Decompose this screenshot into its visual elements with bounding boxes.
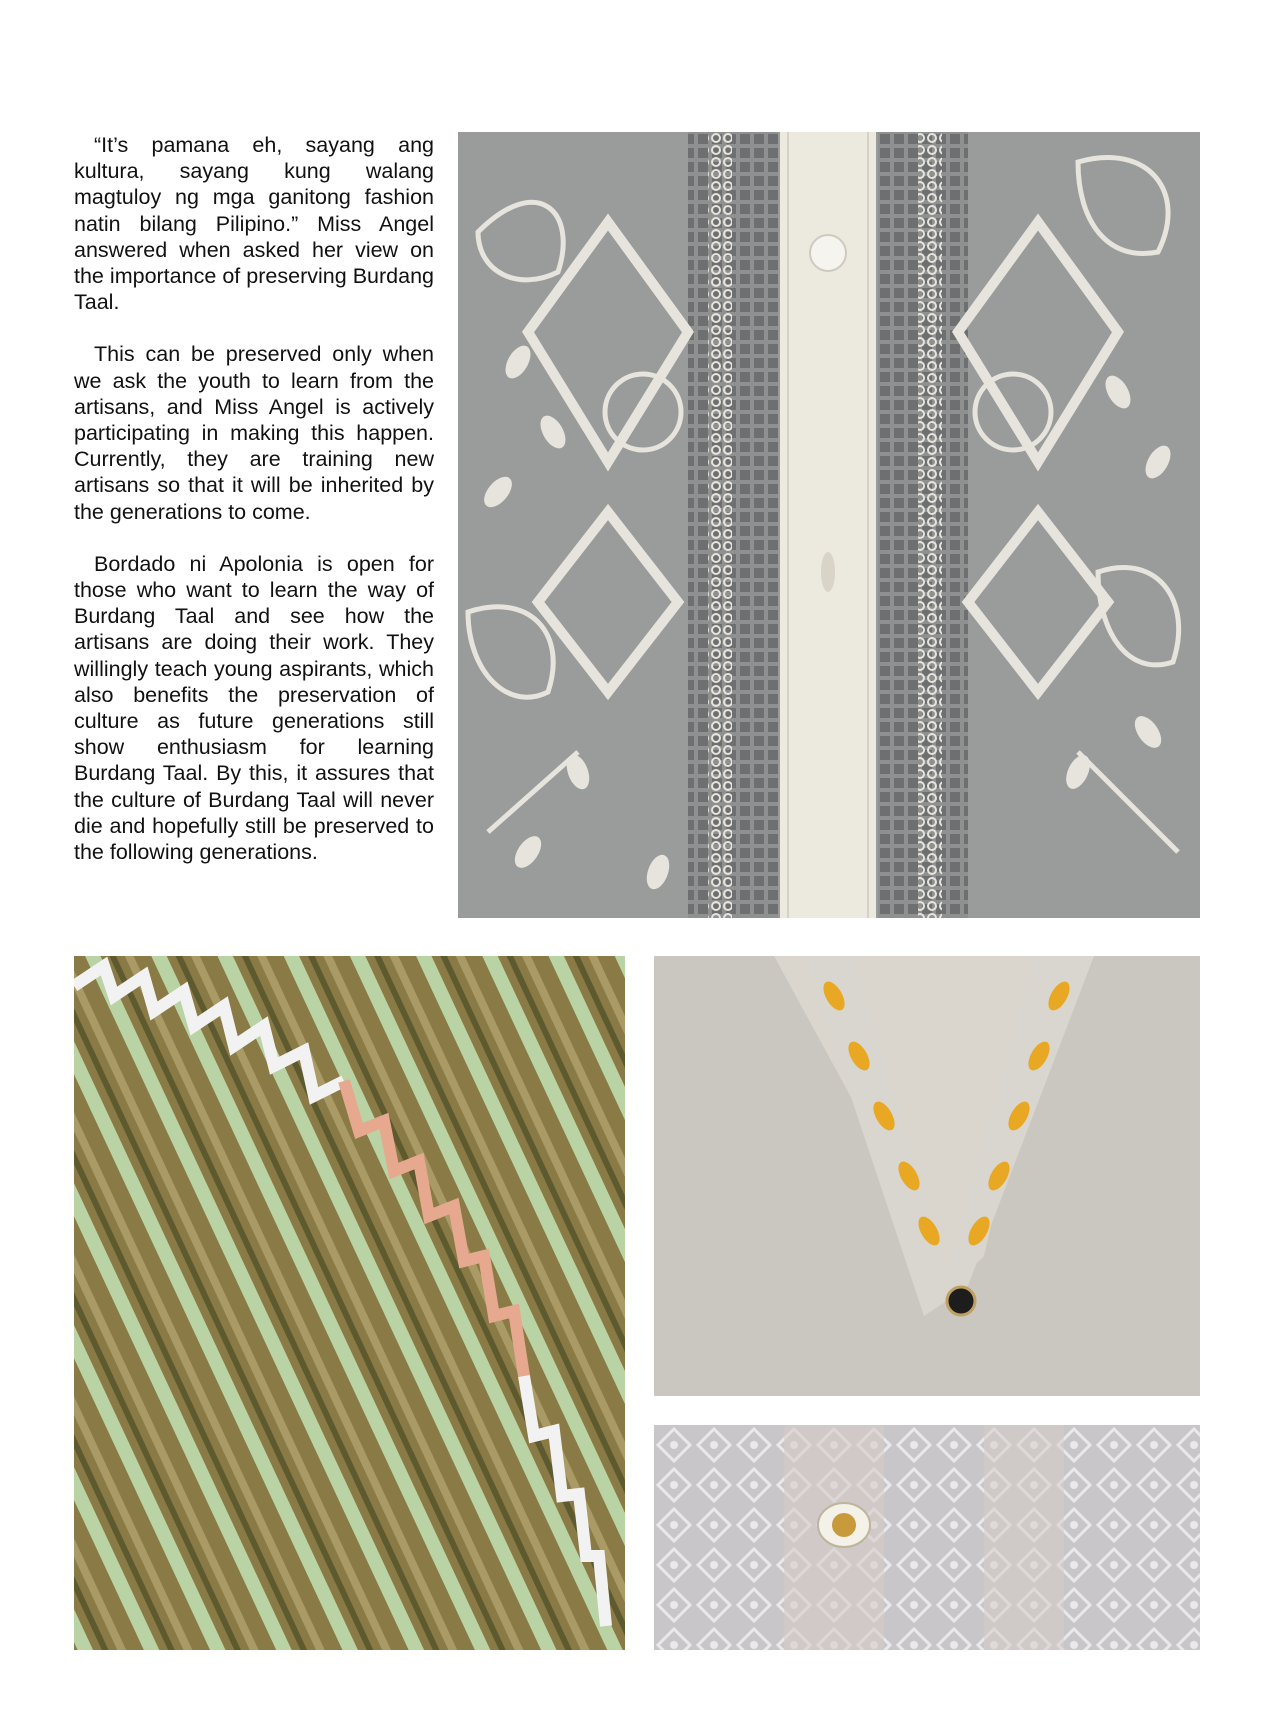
paragraph-bordado-ni-apolonia: Bordado ni Apolonia is open for those who want to learn the way of Burdang Taal and see how the artisans are doing their work. They willingly teach young aspirants, which also benefits the preservation of culture as future generations still show enthusiasm for learning Burdang Taal. By this, it assures that the culture of Burdang Taal will never die and hopefully still be preserved to the following generations.: [74, 551, 434, 865]
striped-fabric-photo: [74, 956, 625, 1650]
barong-lace-photo: [458, 132, 1200, 918]
pattern-button-photo: [654, 1425, 1200, 1650]
article-text-column: [74, 132, 434, 891]
jacket-lapel-photo: [654, 956, 1200, 1396]
paragraph-quote: “It’s pamana eh, sayang ang kultura, sayang kung walang magtuloy ng mga ganitong fashion natin bilang Pilipino.” Miss Angel answered when asked her view on the importance of preserving Burdang Taal.: [74, 133, 434, 315]
paragraph-preservation: This can be preserved only when we ask the youth to learn from the artisans, and Miss Angel is actively participating in making this happen. Currently, they are training new artisans so that it will be inherited by the generations to come.: [74, 342, 434, 524]
